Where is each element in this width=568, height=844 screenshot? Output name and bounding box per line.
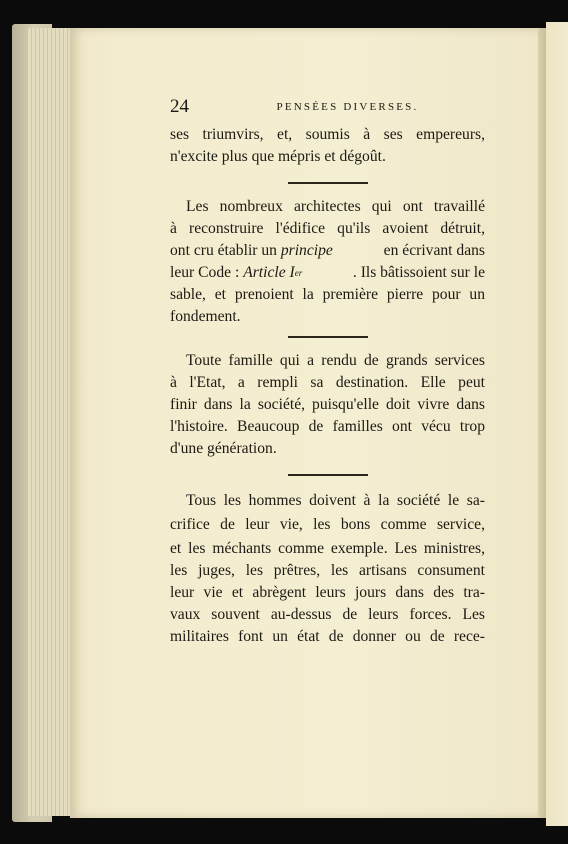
text-line: à l'Etat, a rempli sa destination. Elle peut	[170, 374, 485, 391]
text-line: Toute famille qui a rendu de grands services	[186, 352, 485, 369]
facing-page-edge	[546, 22, 568, 826]
page-header	[170, 96, 485, 118]
text-span: ont cru établir un	[170, 242, 281, 259]
text-span: en écrivant dans	[379, 242, 485, 259]
text-span: leur Code :	[170, 264, 244, 281]
text-line: d'une génération.	[170, 440, 277, 457]
text-line: fondement.	[170, 308, 241, 325]
text-line: Les nombreux architectes qui ont travaillé	[186, 198, 485, 215]
running-title: PENSÉES DIVERSES.	[276, 101, 419, 113]
section-divider	[288, 182, 368, 184]
superscript: er	[294, 268, 303, 278]
text-line: les juges, les prêtres, les artisans consument	[170, 562, 485, 579]
text-line: crifice de leur vie, les bons comme service,	[170, 516, 485, 533]
text-line: finir dans la société, puisqu'elle doit vivre dans	[170, 396, 485, 413]
text-line: n'excite plus que mépris et dégoût.	[170, 148, 386, 165]
text-line: ses triumvirs, et, soumis à ses empereurs,	[170, 126, 485, 143]
text-line-mixed	[170, 262, 485, 284]
page-number: 24	[170, 96, 189, 117]
text-line: leur vie et abrègent leurs jours dans des tra-	[170, 584, 485, 601]
italic-span: Article I	[243, 264, 295, 281]
text-line: vaux souvent au-dessus de leurs forces. Les	[170, 606, 485, 623]
text-line-mixed	[170, 240, 485, 262]
section-divider	[288, 336, 368, 338]
text-line: Tous les hommes doivent à la société le sa-	[186, 492, 485, 509]
text-line: sable, et prenoient la première pierre pour un	[170, 286, 485, 303]
text-line: à reconstruire l'édifice qu'ils avoient détruit,	[170, 220, 485, 237]
page-stack-edges	[28, 28, 76, 816]
text-line: et les méchants comme exemple. Les ministres,	[170, 540, 485, 557]
text-line: militaires font un état de donner ou de rece-	[170, 628, 485, 645]
text-span: . Ils bâtissoient sur le	[352, 264, 485, 281]
section-divider	[288, 474, 368, 476]
text-line: l'histoire. Beaucoup de familles ont vécu trop	[170, 418, 485, 435]
italic-span: principe	[280, 242, 333, 259]
